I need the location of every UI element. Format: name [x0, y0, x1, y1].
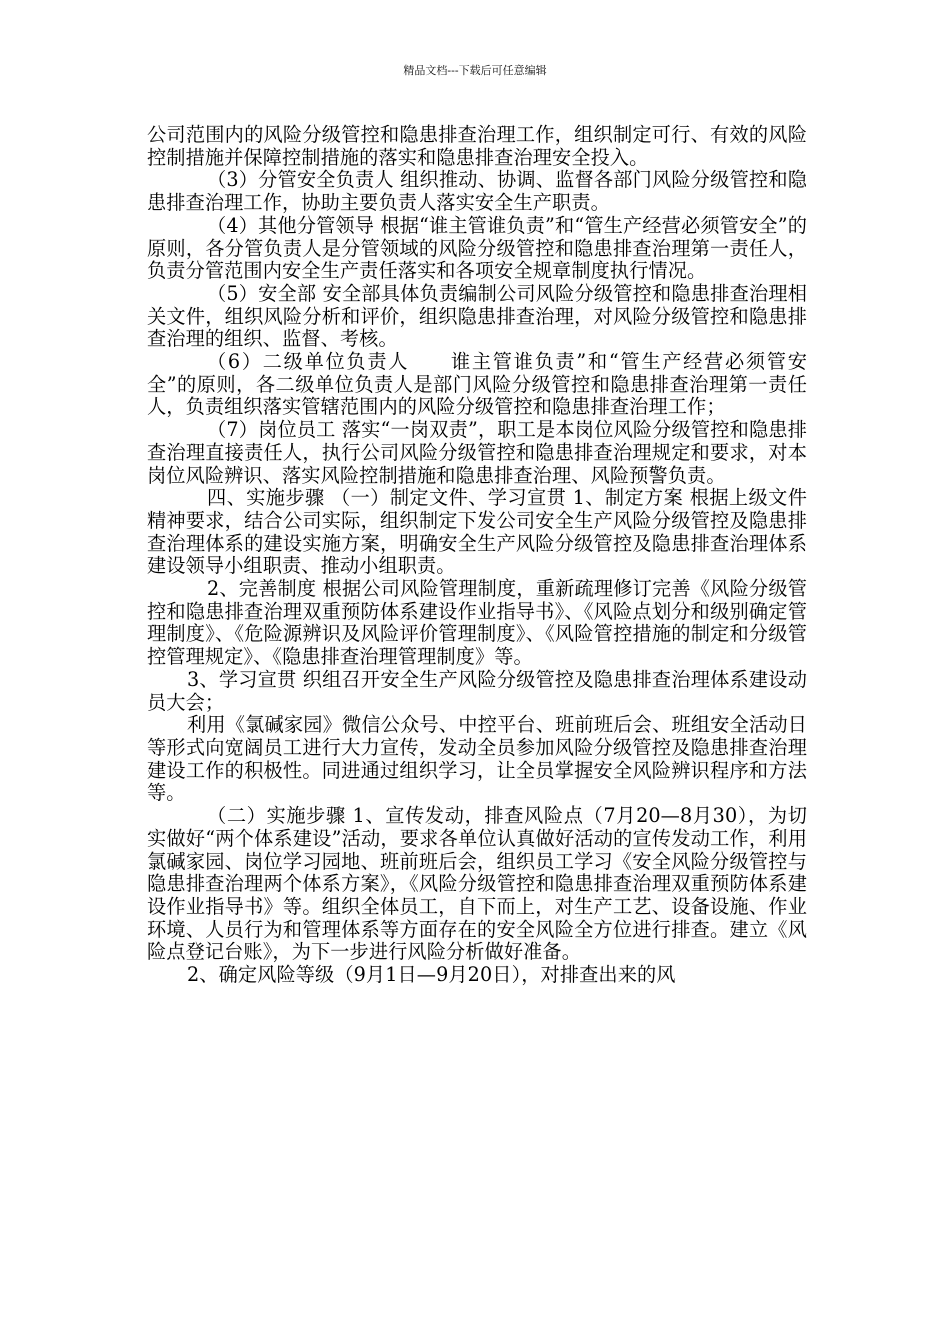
- paragraph-2: （3）分管安全负责人 组织推动、协调、监督各部门风险分级管控和隐患排查治理工作，协助主要负责人落实安全生产职责。: [147, 168, 807, 215]
- paragraph-12: 2、确定风险等级（9月1日—9月20日），对排查出来的风: [187, 963, 676, 987]
- paragraph-3: （4）其他分管领导 根据“谁主管谁负责”和“管生产经营必须管安全”的原则，各分管负责人是分管领域的风险分级管控和隐患排查治理第一责任人，负责分管范围内安全生产责任落实和各项安全规章制度执行情况。: [147, 213, 807, 283]
- paragraph-5: （6）二级单位负责人 谁主管谁负责”和“管生产经营必须管安全”的原则，各二级单位负责人是部门风险分级管控和隐患排查治理第一责任人，负责组织落实管辖范围内的风险分级管控和隐患排查治理工作；: [147, 350, 807, 419]
- paragraph-9: 3、学习宣贯 织组召开安全生产风险分级管控及隐患排查治理体系建设动员大会；: [147, 667, 807, 714]
- document-body: [147, 124, 807, 987]
- paragraph-6: （7）岗位员工 落实“一岗双责”，职工是本岗位风险分级管控和隐患排查治理直接责任人，执行公司风险分级管控和隐患排查治理规定和要求，对本岗位风险辨识、落实风险控制措施和隐患排查治理、风险预警负责。: [147, 418, 807, 487]
- paragraph-11: （二）实施步骤 1、宣传发动，排查风险点（7月20—8月30），为切实做好“两个体系建设”活动，要求各单位认真做好活动的宣传发动工作，利用氯碱家园、岗位学习园地、班前班后会，组织员工学习《安全风险分级管控与隐患排查治理两个体系方案》，《风险分级管控和隐患排查治理双重预防体系建设作业指导书》等。组织全体员工，自下而上，对生产工艺、设备设施、作业环境、人员行为和管理体系等方面存在的安全风险全方位进行排查。建立《风险点登记台账》，为下一步进行风险分析做好准备。: [147, 804, 807, 964]
- paragraph-1: 公司范围内的风险分级管控和隐患排查治理工作，组织制定可行、有效的风险控制措施并保障控制措施的落实和隐患排查治理安全投入。: [147, 123, 807, 169]
- paragraph-10: 利用《氯碱家园》微信公众号、中控平台、班前班后会、班组安全活动日等形式向宽阔员工进行大力宣传，发动全员参加风险分级管控及隐患排查治理建设工作的积极性。同进通过组织学习，让全员掌握安全风险辨识程序和方法等。: [147, 713, 807, 805]
- paragraph-8: 2、完善制度 根据公司风险管理制度，重新疏理修订完善《风险分级管控和隐患排查治理双重预防体系建设作业指导书》、《风险点划分和级别确定管理制度》、《危险源辨识及风险评价管理制度》、《风险管控措施的制定和分级管控管理规定》、《隐患排查治理管理制度》等。: [147, 577, 807, 669]
- page-header: 精品文档---下载后可任意编辑: [403, 64, 547, 77]
- paragraph-4: （5）安全部 安全部具体负责编制公司风险分级管控和隐患排查治理相关文件，组织风险分析和评价，组织隐患排查治理，对风险分级管控和隐患排查治理的组织、监督、考核。: [147, 281, 807, 351]
- paragraph-7: 四、实施步骤 （一）制定文件、学习宣贯 1、制定方案 根据上级文件精神要求，结合公司实际，组织制定下发公司安全生产风险分级管控及隐患排查治理体系的建设实施方案，明确安全生产风险分级管控及隐患排查治理体系建设领导小组职责、推动小组职责。: [147, 486, 807, 578]
